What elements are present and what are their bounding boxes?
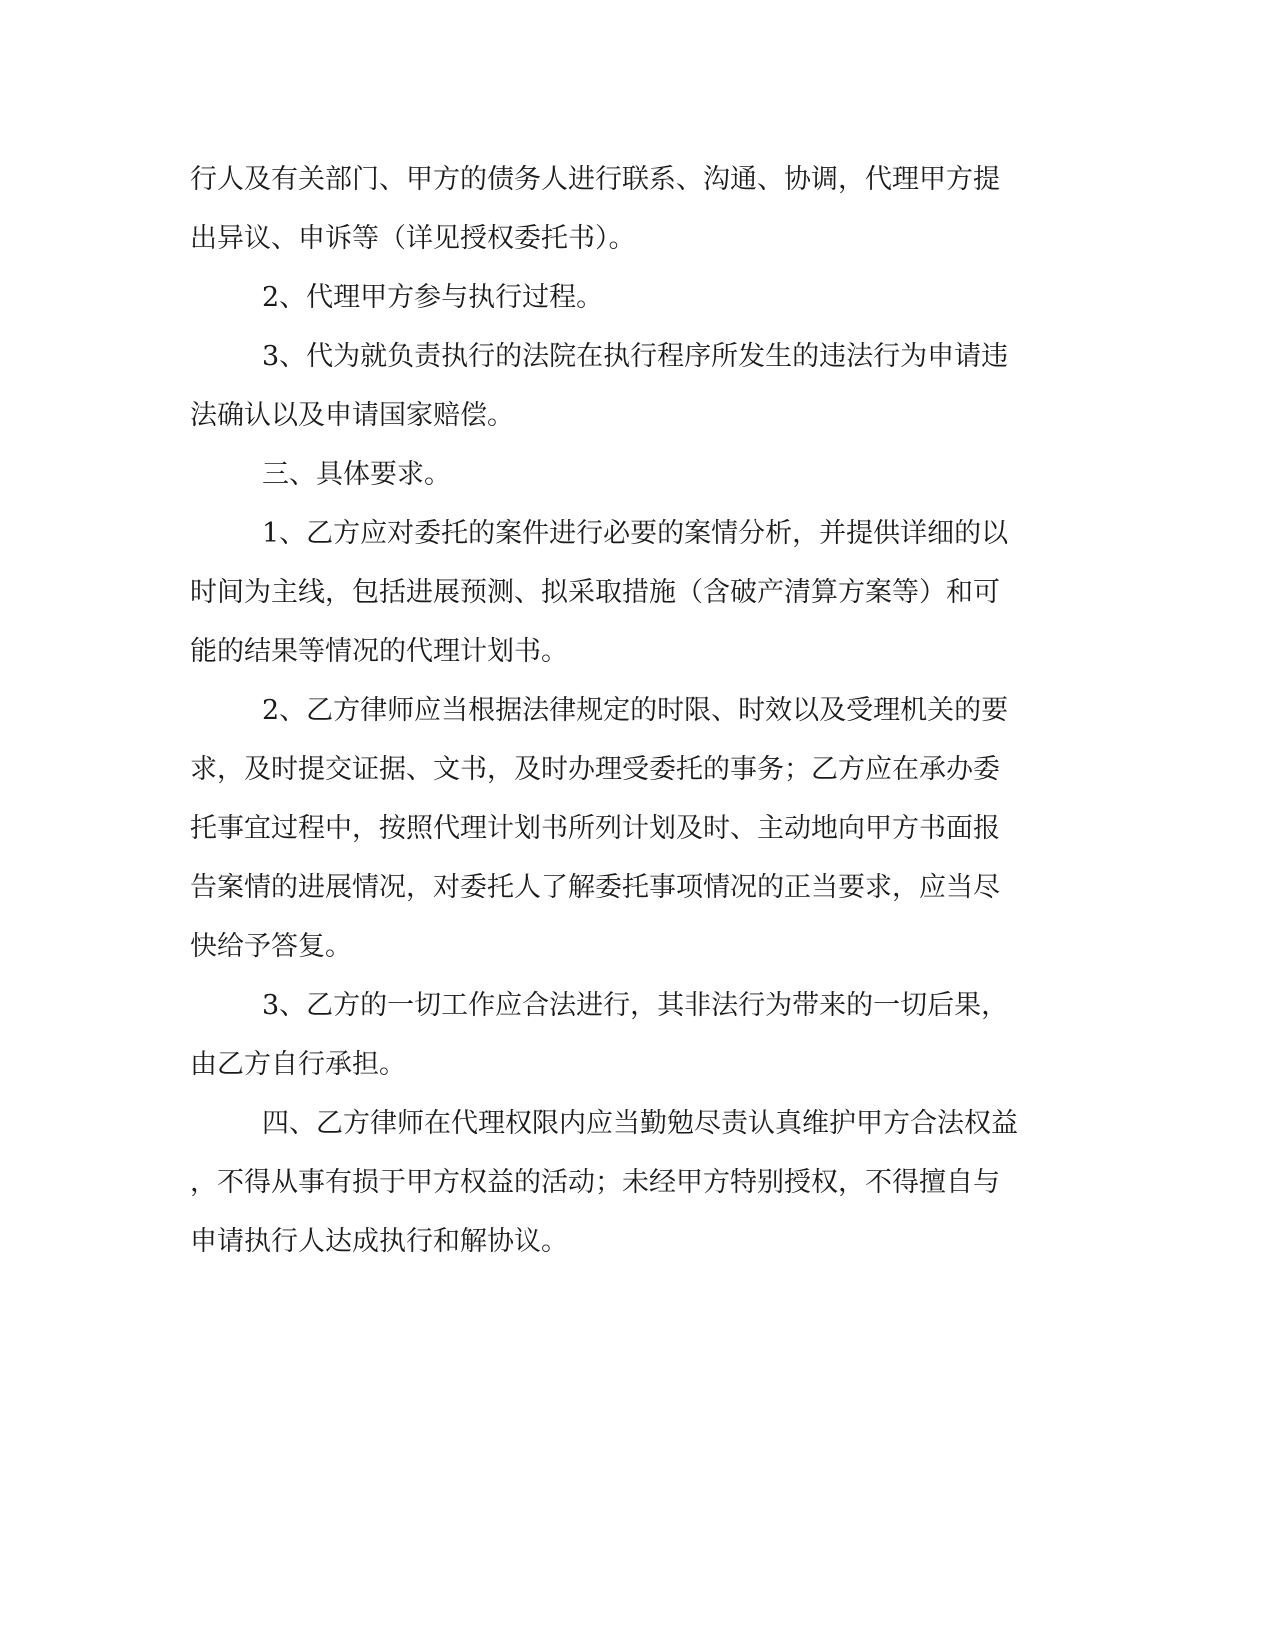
text-line: 求，及时提交证据、文书，及时办理受委托的事务；乙方应在承办委 xyxy=(190,754,1000,785)
text-line: 由乙方自行承担。 xyxy=(190,1049,406,1080)
text-line: 申请执行人达成执行和解协议。 xyxy=(190,1226,568,1257)
text-line: 行人及有关部门、甲方的债务人进行联系、沟通、协调，代理甲方提 xyxy=(190,164,1000,195)
text-line: 出异议、申诉等（详见授权委托书）。 xyxy=(190,223,636,254)
text-line: 能的结果等情况的代理计划书。 xyxy=(190,636,568,667)
section-heading: 四、乙方律师在代理权限内应当勤勉尽责认真维护甲方合法权益 xyxy=(262,1108,1018,1139)
text-line: 告案情的进展情况，对委托人了解委托事项情况的正当要求，应当尽 xyxy=(190,872,1000,903)
text-line: 2、乙方律师应当根据法律规定的时限、时效以及受理机关的要 xyxy=(262,695,1009,726)
text-line: 1、乙方应对委托的案件进行必要的案情分析，并提供详细的以 xyxy=(262,518,1009,549)
text-line: ，不得从事有损于甲方权益的活动；未经甲方特别授权，不得擅自与 xyxy=(190,1167,1000,1198)
text-line: 3、代为就负责执行的法院在执行程序所发生的违法行为申请违 xyxy=(262,341,1009,372)
section-heading: 三、具体要求。 xyxy=(262,459,451,490)
text-line: 快给予答复。 xyxy=(190,931,352,962)
text-line: 时间为主线，包括进展预测、拟采取措施（含破产清算方案等）和可 xyxy=(190,577,1000,608)
text-line: 3、乙方的一切工作应合法进行，其非法行为带来的一切后果， xyxy=(262,990,1009,1021)
text-line: 2、代理甲方参与执行过程。 xyxy=(262,282,604,313)
text-line: 法确认以及申请国家赔偿。 xyxy=(190,400,514,431)
text-line: 托事宜过程中，按照代理计划书所列计划及时、主动地向甲方书面报 xyxy=(190,813,1000,844)
